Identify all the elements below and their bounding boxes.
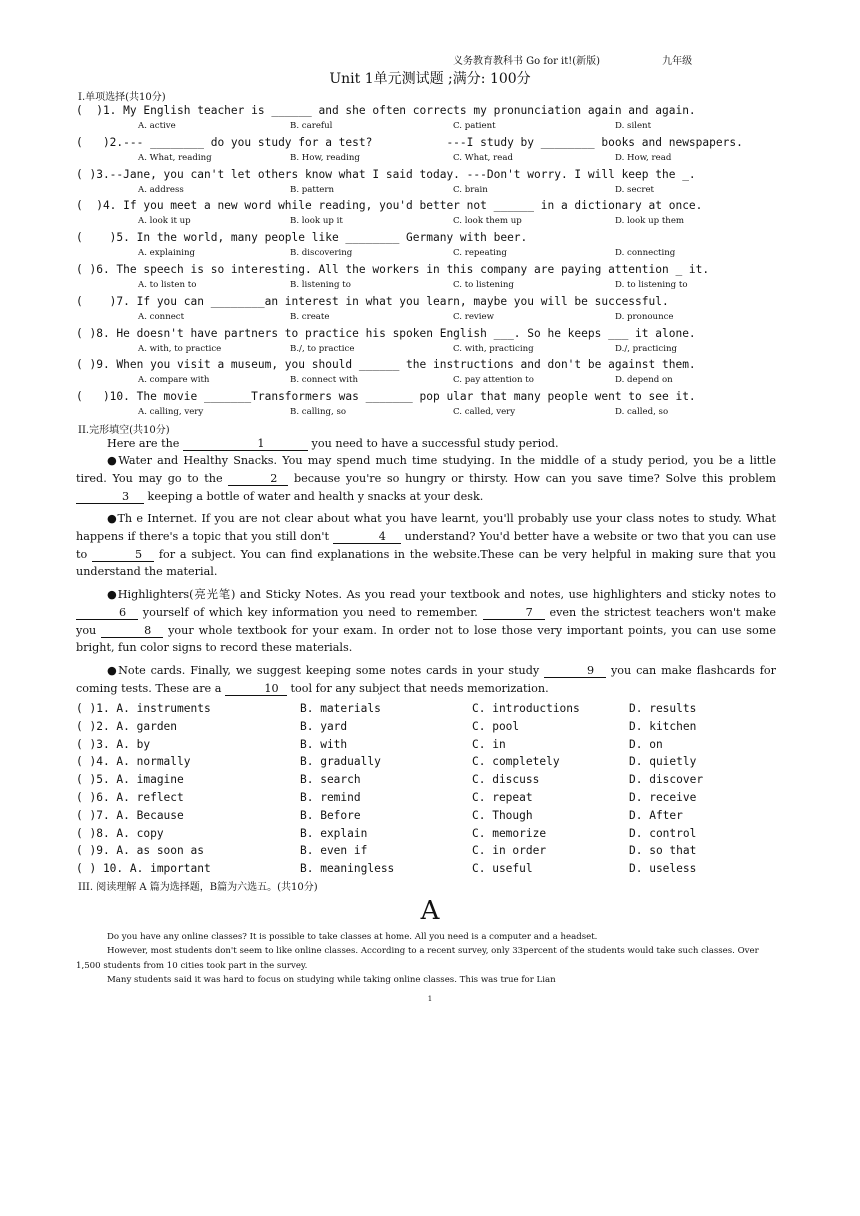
option-d[interactable]: D. silent xyxy=(615,121,652,131)
option-b[interactable]: B./, to practice xyxy=(290,343,355,354)
choice-c[interactable]: C. in order xyxy=(472,844,547,858)
option-b[interactable]: B. connect with xyxy=(290,375,359,386)
option-c[interactable]: C. What, read xyxy=(453,152,513,163)
choice-b[interactable]: B. gradually xyxy=(300,755,381,769)
choice-d[interactable]: D. on xyxy=(629,737,663,751)
option-a[interactable]: A. connect xyxy=(138,311,185,322)
option-d[interactable]: D. pronounce xyxy=(615,311,674,322)
option-c[interactable]: C. to listening xyxy=(453,280,514,290)
choice-d[interactable]: D. After xyxy=(629,808,683,822)
choice-c[interactable]: C. useful xyxy=(472,862,533,876)
option-b[interactable]: B. look up it xyxy=(290,216,343,227)
option-c[interactable]: C. look them up xyxy=(453,216,522,227)
question-6-stem: ( )6. The speech is so interesting. All the workers in this company are paying attention _ it. xyxy=(76,263,710,276)
question-8-stem: ( )8. He doesn't have partners to practice his spoken English ___. So he keeps ___ it alone. xyxy=(76,326,696,340)
option-a[interactable]: A. to listen to xyxy=(138,280,197,290)
choice-d[interactable]: D. quietly xyxy=(629,755,697,769)
option-a[interactable]: A. with, to practice xyxy=(138,343,222,354)
cloze-paragraph-highlighters: ●Highlighters(亮光笔) and Sticky Notes. As you read your textbook and notes, use highlighters and sticky notes to 6 yourself of which key information you need to remember. 7 even the strictest teachers won't make you 8 your whole textbook for your exam. In order not to lose those very important points, you can use some bright, fun color signs to record these materials. xyxy=(76,588,776,655)
blank-7[interactable]: 7 xyxy=(483,607,545,620)
blank-1[interactable]: 1 xyxy=(183,438,308,451)
choice-c[interactable]: C. memorize xyxy=(472,826,547,840)
choice-a[interactable]: ( )4. A. normally xyxy=(76,755,191,769)
option-b[interactable]: B. discovering xyxy=(290,248,353,259)
choice-b[interactable]: B. yard xyxy=(300,719,348,733)
option-b[interactable]: B. careful xyxy=(290,121,333,131)
blank-9[interactable]: 9 xyxy=(544,665,606,678)
choice-d[interactable]: D. so that xyxy=(629,844,697,858)
option-d[interactable]: D. depend on xyxy=(615,375,673,386)
passage-letter: A xyxy=(420,896,440,926)
choice-c[interactable]: C. discuss xyxy=(472,773,540,787)
option-c[interactable]: C. brain xyxy=(453,184,488,195)
choice-b[interactable]: B. explain xyxy=(300,826,368,840)
choice-d[interactable]: D. results xyxy=(629,702,697,715)
blank-2[interactable]: 2 xyxy=(228,473,288,486)
option-a[interactable]: A. active xyxy=(138,121,176,131)
cloze-paragraph-note-cards: ●Note cards. Finally, we suggest keeping some notes cards in your study 9 you can make flashcards for coming tests. These are a 10 tool for any subject that needs memorization. xyxy=(76,664,776,695)
option-b[interactable]: B. create xyxy=(290,311,330,322)
option-c[interactable]: C. pay attention to xyxy=(453,375,534,386)
option-a[interactable]: A. compare with xyxy=(138,375,210,386)
option-d[interactable]: D. secret xyxy=(615,184,655,195)
choice-a[interactable]: ( )3. A. by xyxy=(76,737,151,751)
option-b[interactable]: B. calling, so xyxy=(290,407,347,418)
choice-c[interactable]: C. repeat xyxy=(472,791,533,804)
choice-c[interactable]: C. pool xyxy=(472,719,520,733)
choice-a[interactable]: ( )9. A. as soon as xyxy=(76,844,204,858)
option-d[interactable]: D. called, so xyxy=(615,407,669,418)
choice-c[interactable]: C. introductions xyxy=(472,702,580,715)
choice-a[interactable]: ( )5. A. imagine xyxy=(76,773,184,787)
choice-b[interactable]: B. even if xyxy=(300,844,368,858)
choice-d[interactable]: D. discover xyxy=(629,773,704,787)
option-d[interactable]: D. How, read xyxy=(615,152,672,163)
question-9-stem: ( )9. When you visit a museum, you should ______ the instructions and don't be against them. xyxy=(76,358,696,372)
choice-d[interactable]: D. receive xyxy=(629,791,697,804)
option-a[interactable]: A. look it up xyxy=(138,216,191,227)
question-3-stem: ( )3.--Jane, you can't let others know what I said today. ---Don't worry. I will keep the _. xyxy=(76,167,696,181)
reading-paragraph-2: However, most students don't seem to like online classes. According to a recent survey, only 33percent of the students would take such classes. Over 1,500 students from 10 cities took part in the survey. xyxy=(76,946,759,971)
choice-a[interactable]: ( )6. A. reflect xyxy=(76,791,184,804)
option-a[interactable]: A. calling, very xyxy=(138,407,204,418)
option-c[interactable]: C. patient xyxy=(453,121,496,131)
section-1-heading: I.单项选择(共10分) xyxy=(78,92,166,103)
option-c[interactable]: C. called, very xyxy=(453,407,516,418)
page-number: 1 xyxy=(427,995,433,1003)
choice-b[interactable]: B. meaningless xyxy=(300,862,395,876)
choice-b[interactable]: B. materials xyxy=(300,702,381,715)
choice-c[interactable]: C. completely xyxy=(472,755,560,769)
question-2-stem: ( )2.--- ________ do you study for a test? ---I study by ________ books and newspapers. xyxy=(76,135,743,149)
choice-b[interactable]: B. remind xyxy=(300,791,361,804)
option-b[interactable]: B. listening to xyxy=(290,280,351,290)
choice-b[interactable]: B. search xyxy=(300,773,361,787)
choice-b[interactable]: B. with xyxy=(300,737,348,751)
question-5-stem: ( )5. In the world, many people like ________ Germany with beer. xyxy=(76,231,528,245)
choice-a[interactable]: ( )7. A. Because xyxy=(76,808,184,822)
option-d[interactable]: D./, practicing xyxy=(615,343,678,354)
blank-6[interactable]: 6 xyxy=(76,607,138,620)
option-c[interactable]: C. review xyxy=(453,311,494,322)
option-a[interactable]: A. explaining xyxy=(138,248,196,259)
option-a[interactable]: A. address xyxy=(138,184,184,195)
choice-d[interactable]: D. kitchen xyxy=(629,719,697,733)
choice-d[interactable]: D. useless xyxy=(629,862,697,876)
choice-d[interactable]: D. control xyxy=(629,826,697,840)
blank-8[interactable]: 8 xyxy=(101,625,163,638)
cloze-paragraph-water: ●Water and Healthy Snacks. You may spend much time studying. In the middle of a study period, you be a little tired. You may go to the 2 because you're so hungry or thirsty. How can you save time? Solve this problem 3 keeping a bottle of water and health y snacks at your desk. xyxy=(76,454,776,503)
blank-4[interactable]: 4 xyxy=(333,531,401,544)
reading-paragraph-1: Do you have any online classes? It is possible to take classes at home. All you need is a computer and a headset. xyxy=(107,932,598,942)
cloze-paragraph-internet: ●Th e Internet. If you are not clear about what you have learnt, you'll probably use your class notes to study. What happens if there's a topic that you still don't 4 understand? You'd better have a website or two that you can use to 5 for a subject. You can find explanations in the website.These can be very helpful in making sure that you understand the material. xyxy=(76,512,777,579)
choice-c[interactable]: C. in xyxy=(472,737,506,751)
option-b[interactable]: B. How, reading xyxy=(290,152,360,163)
choice-a[interactable]: ( ) 10. A. important xyxy=(76,862,211,876)
page-title: Unit 1单元测试题 ;满分: 100分 xyxy=(329,71,531,87)
book-name: 义务教育教科书 Go for it!(新版) xyxy=(453,56,601,67)
option-a[interactable]: A. What, reading xyxy=(138,152,212,163)
question-4-stem: ( )4. If you meet a new word while reading, you'd better not ______ in a dictionary at once. xyxy=(76,199,703,213)
option-c[interactable]: C. repeating xyxy=(453,248,507,259)
reading-paragraph-3: Many students said it was hard to focus on studying while taking online classes. This was true for Lian xyxy=(107,975,556,985)
choice-c[interactable]: C. Though xyxy=(472,808,533,822)
question-1-stem: ( )1. My English teacher is ______ and she often corrects my pronunciation again and again. xyxy=(76,104,696,117)
option-d[interactable]: D. to listening to xyxy=(615,280,688,290)
choice-a[interactable]: ( )1. A. instruments xyxy=(76,702,211,715)
blank-10[interactable]: 10 xyxy=(225,683,287,696)
option-d[interactable]: D. connecting xyxy=(615,248,676,259)
grade-label: 九年级 xyxy=(662,56,693,67)
choice-a[interactable]: ( )2. A. garden xyxy=(76,719,178,733)
blank-3[interactable]: 3 xyxy=(76,491,144,504)
option-d[interactable]: D. look up them xyxy=(615,216,685,227)
section-3-heading: III. 阅读理解 A 篇为选择题，B篇为六选五。(共10分) xyxy=(78,882,318,893)
blank-5[interactable]: 5 xyxy=(92,549,154,562)
book-header xyxy=(453,52,692,67)
question-10-stem: ( )10. The movie _______Transformers was _______ pop ular that many people went to see it. xyxy=(76,390,696,404)
choice-a[interactable]: ( )8. A. copy xyxy=(76,826,164,840)
option-c[interactable]: C. with, practicing xyxy=(453,343,534,354)
choice-b[interactable]: B. Before xyxy=(300,808,361,822)
section-2-heading: II.完形填空(共10分) xyxy=(78,425,170,436)
question-7-stem: ( )7. If you can ________an interest in what you learn, maybe you will be successful. xyxy=(76,294,669,308)
cloze-intro: Here are the 1 you need to have a successful study period. xyxy=(107,437,559,450)
option-b[interactable]: B. pattern xyxy=(290,184,335,195)
